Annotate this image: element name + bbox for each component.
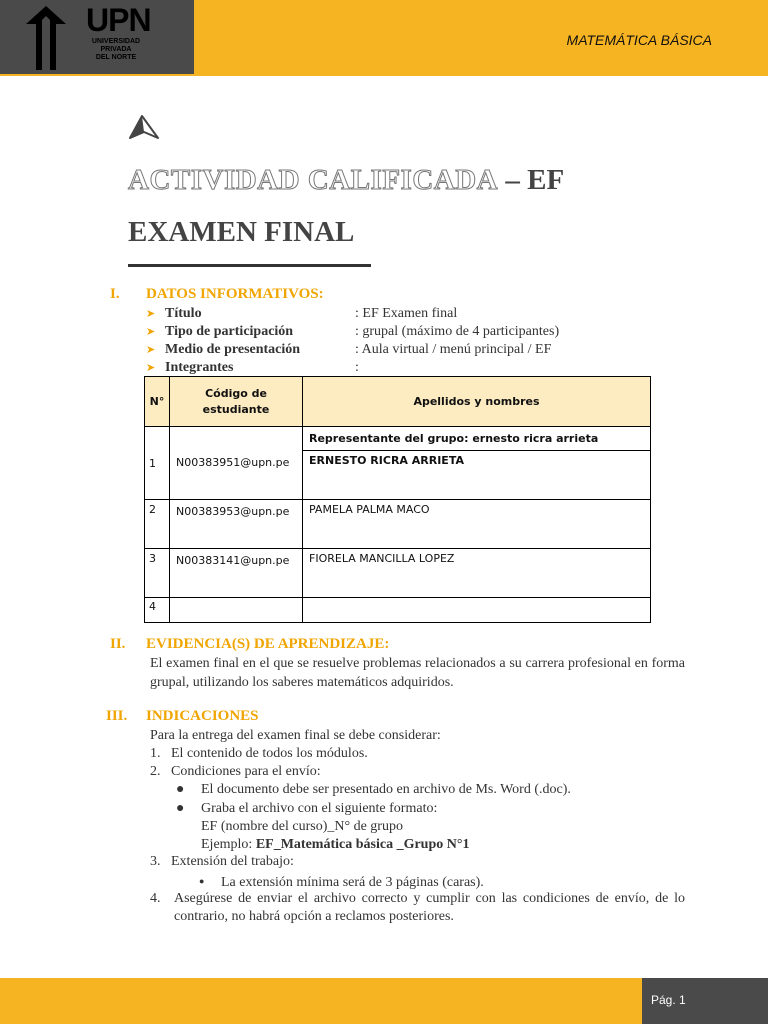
column-header-number: N° <box>145 377 170 427</box>
cell-number: 4 <box>145 598 170 623</box>
title-underline <box>128 264 371 267</box>
section-heading-evidencia: II. EVIDENCIA(S) DE APRENDIZAJE: <box>110 636 390 652</box>
cell-code <box>170 598 303 623</box>
course-title: MATEMÁTICA BÁSICA <box>566 32 712 48</box>
bullet-item-formato: ● Graba el archivo con el siguiente formato: <box>176 801 438 816</box>
logo-text: UPN <box>86 2 151 38</box>
column-header-name: Apellidos y nombres <box>303 377 651 427</box>
bullet-item-extension: ● La extensión mínima será de 3 páginas (caras). <box>199 872 484 892</box>
format-line: EF (nombre del curso)_N° de grupo <box>201 819 403 834</box>
list-item-contenido: 1. El contenido de todos los módulos. <box>150 746 368 761</box>
table-row <box>145 427 651 451</box>
bullet-dot-icon: ● <box>176 801 185 816</box>
page-number: Pág. 1 <box>651 993 686 1007</box>
cell-code: N00383141@upn.pe <box>170 549 303 598</box>
arrow-bullet-icon: ➤ <box>146 362 156 374</box>
cell-representative: Representante del grupo: ernesto ricra arrieta <box>303 427 651 451</box>
info-row-presentacion: ➤ Medio de presentación : Aula virtual / menú principal / EF <box>146 342 552 357</box>
cell-name: FIORELA MANCILLA LOPEZ <box>303 549 651 598</box>
example-line: Ejemplo: EF_Matemática básica _Grupo N°1 <box>201 837 470 852</box>
logo-subtext: UNIVERSIDAD PRIVADA DEL NORTE <box>91 38 141 61</box>
info-row-integrantes: ➤ Integrantes : <box>146 360 359 375</box>
table-row <box>145 598 651 623</box>
list-item-extension: 3. Extensión del trabajo: <box>150 854 294 869</box>
cell-code: N00383951@upn.pe <box>170 427 303 500</box>
activity-title: ACTIVIDAD CALIFICADA – EF <box>128 164 565 196</box>
navigation-arrow-icon <box>128 114 160 140</box>
university-logo <box>0 0 194 74</box>
info-row-titulo: ➤ Título : EF Examen final <box>146 306 458 321</box>
table-header-row <box>145 377 651 427</box>
cell-name <box>303 598 651 623</box>
list-item-condiciones: 2. Condiciones para el envío: <box>150 764 321 779</box>
arrow-bullet-icon: ➤ <box>146 344 156 356</box>
cell-name: PAMELA PALMA MACO <box>303 500 651 549</box>
cell-number: 2 <box>145 500 170 549</box>
section-heading-indicaciones: III. INDICACIONES <box>106 708 259 724</box>
cell-code: N00383953@upn.pe <box>170 500 303 549</box>
bullet-item-documento: ● El documento debe ser presentado en archivo de Ms. Word (.doc). <box>176 782 571 797</box>
cell-number: 1 <box>145 427 170 500</box>
cell-number: 3 <box>145 549 170 598</box>
arrow-bullet-icon: ➤ <box>146 308 156 320</box>
exam-title: EXAMEN FINAL <box>128 216 355 248</box>
indications-intro: Para la entrega del examen final se debe considerar: <box>150 728 441 743</box>
table-row <box>145 549 651 598</box>
list-item-asegurese: Asegúrese de enviar el archivo correcto y cumplir con las condiciones de envío, de lo contrario, no habrá opción a reclamos posteriores. <box>174 891 685 924</box>
cell-name: ERNESTO RICRA ARRIETA <box>303 451 651 500</box>
bullet-dot-icon: ● <box>199 876 205 886</box>
members-table <box>144 376 651 623</box>
info-row-participacion: ➤ Tipo de participación : grupal (máximo de 4 participantes) <box>146 324 560 339</box>
logo-arrow-icon <box>26 6 66 70</box>
bullet-dot-icon: ● <box>176 782 185 797</box>
evidence-paragraph: El examen final en el que se resuelve problemas relacionados a su carrera profesional en forma grupal, utilizando los saberes matemáticos adquiridos. <box>150 656 685 690</box>
table-row <box>145 500 651 549</box>
section-heading-datos: I. DATOS INFORMATIVOS: <box>110 286 324 302</box>
list-number-4: 4. <box>150 891 161 906</box>
column-header-code: Código de estudiante <box>170 377 303 427</box>
arrow-bullet-icon: ➤ <box>146 326 156 338</box>
